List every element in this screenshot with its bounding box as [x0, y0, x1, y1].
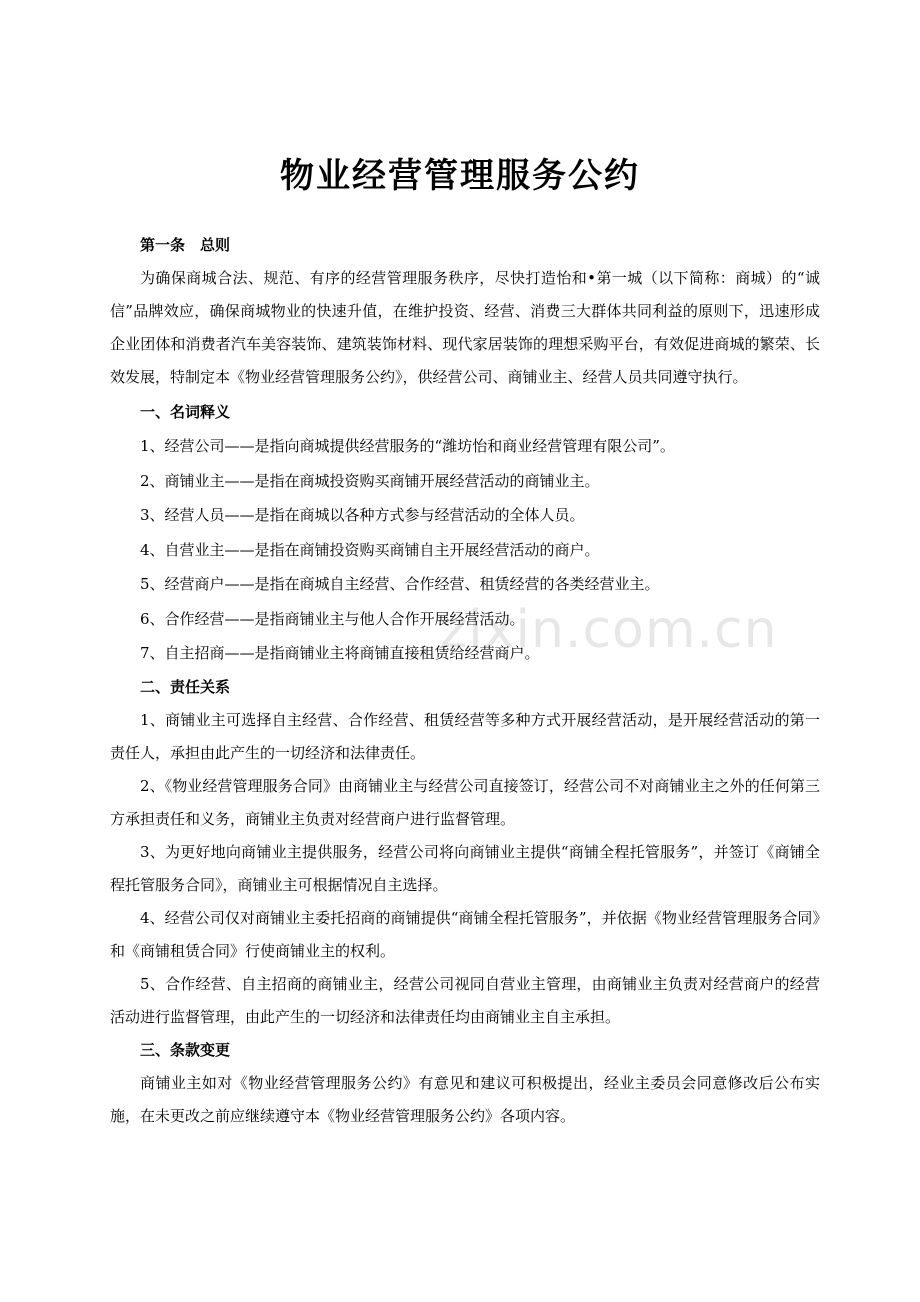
section-responsibility-heading: 二、责任关系: [140, 677, 231, 696]
responsibility-item: 4、经营公司仅对商铺业主委托招商的商铺提供“商铺全程托管服务”，并依据《物业经营管理服务合同》和《商铺租赁合同》行使商铺业主的权利。: [110, 908, 820, 960]
section-changes-heading: 三、条款变更: [140, 1040, 231, 1059]
term-item: 6、合作经营——是指商铺业主与他人合作开展经营活动。: [140, 609, 525, 628]
term-item: 3、经营人员——是指在商城以各种方式参与经营活动的全体人员。: [140, 506, 585, 524]
term-item: 7、自主招商——是指商铺业主将商铺直接租赁给经营商户。: [140, 644, 540, 662]
section-changes-paragraph: 商铺业主如对《物业经营管理服务公约》有意见和建议可积极提出，经业主委员会同意修改后公布实施，在未更改之前应继续遵守本《物业经营管理服务公约》各项内容。: [110, 1073, 820, 1125]
section-general-heading: 第一条 总则: [140, 236, 231, 254]
term-item: 4、自营业主——是指在商铺投资购买商铺自主开展经营活动的商户。: [140, 540, 600, 559]
responsibility-item: 2、《物业经营管理服务合同》由商铺业主与经营公司直接签订，经营公司不对商铺业主之外的任何第三方承担责任和义务，商铺业主负责对经营商户进行监督管理。: [110, 776, 820, 828]
responsibility-item: 1、商铺业主可选择自主经营、合作经营、租赁经营等多种方式开展经营活动，是开展经营活动的第一责任人，承担由此产生的一切经济和法律责任。: [110, 710, 820, 762]
section-terms-heading: 一、名词释义: [140, 403, 231, 421]
term-item: 5、经营商户——是指在商城自主经营、合作经营、租赁经营的各类经营业主。: [140, 575, 660, 593]
responsibility-item: 3、为更好地向商铺业主提供服务，经营公司将向商铺业主提供“商铺全程托管服务”，并签订《商铺全程托管服务合同》，商铺业主可根据情况自主选择。: [110, 842, 820, 894]
document-title: 物业经营管理服务公约: [280, 156, 640, 196]
section-general-paragraph: 为确保商城合法、规范、有序的经营管理服务秩序，尽快打造怡和•第一城（以下简称：商城）的“诚信”品牌效应，确保商城物业的快速升值，在维护投资、经营、消费三大群体共同利益的原则下，迅速形成企业团体和消费者汽车美容装饰、建筑装饰材料、现代家居装饰的理想采购平台，有效促进商城的繁荣、长效发展，特制定本《物业经营管理服务公约》，供经营公司、商铺业主、经营人员共同遵守执行。: [110, 269, 820, 386]
term-item: 2、商铺业主——是指在商城投资购买商铺开展经营活动的商铺业主。: [140, 471, 600, 490]
document-body: [110, 229, 820, 1133]
term-item: 1、经营公司——是指向商城提供经营服务的“潍坊怡和商业经营管理有限公司”。: [140, 437, 675, 455]
responsibility-item: 5、合作经营、自主招商的商铺业主，经营公司视同自营业主管理，由商铺业主负责对经营商户的经营活动进行监督管理，由此产生的一切经济和法律责任均由商铺业主自主承担。: [110, 974, 820, 1026]
watermark: zixin.com.cn: [440, 600, 778, 660]
